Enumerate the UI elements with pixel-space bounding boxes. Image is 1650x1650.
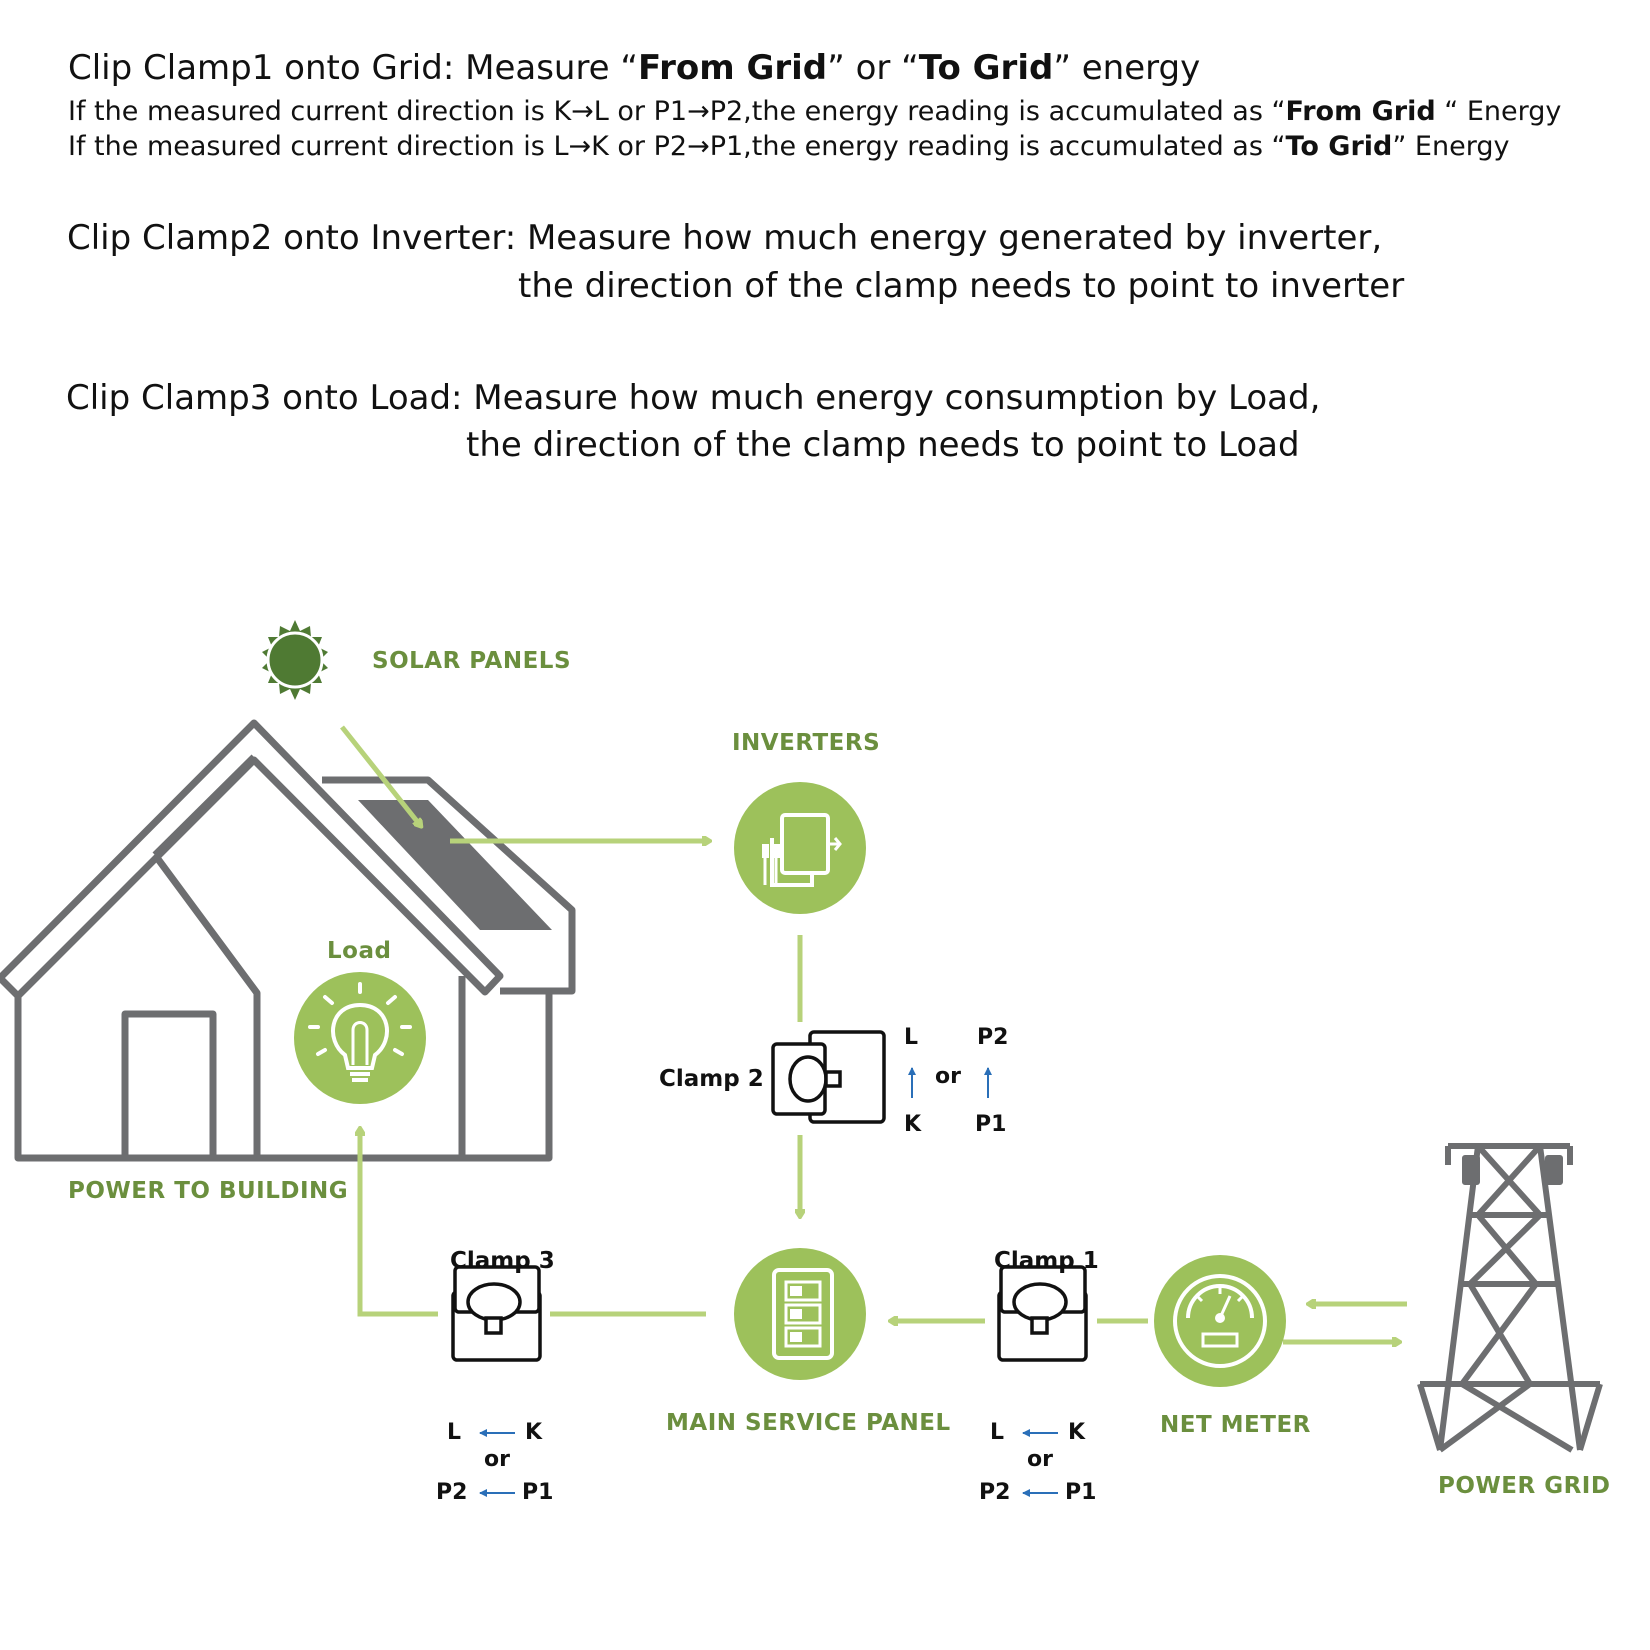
- clamp3-dir-P1: P1: [522, 1480, 554, 1505]
- solar-panels-label: SOLAR PANELS: [372, 648, 572, 674]
- house-icon: [0, 723, 572, 1158]
- clamp1-device-icon: [999, 1267, 1086, 1360]
- clamp2-dir-P2: P2: [977, 1025, 1009, 1050]
- power-grid-label: POWER GRID: [1438, 1473, 1611, 1499]
- clamp1-dir-or: or: [1027, 1447, 1053, 1472]
- clamp2-device-icon: [773, 1032, 884, 1122]
- main-service-panel-icon: [734, 1248, 866, 1380]
- clamp1-heading: Clip Clamp1 onto Grid: Measure “From Grid” or “To Grid” energy: [68, 48, 1201, 88]
- net-meter-icon: [1154, 1255, 1286, 1387]
- clamp3-line2: the direction of the clamp needs to point to Load: [466, 425, 1300, 465]
- net-meter-label: NET METER: [1160, 1412, 1311, 1438]
- clamp1-heading-bold: Clip Clamp1 onto Grid:: [68, 48, 455, 88]
- power-to-building-label: POWER TO BUILDING: [68, 1178, 349, 1204]
- clamp1-line1: If the measured current direction is K→L or P1→P2,the energy reading is accumulated as “From Grid “ Energy: [68, 96, 1562, 127]
- clamp2-label: Clamp 2: [659, 1066, 764, 1092]
- clamp2-dir-L: L: [904, 1025, 919, 1050]
- clamp1-dir-L: L: [990, 1420, 1005, 1445]
- clamp1-dir-P1: P1: [1065, 1480, 1097, 1505]
- clamp2-line2: the direction of the clamp needs to point to inverter: [518, 266, 1405, 306]
- clamp2-dir-K: K: [904, 1112, 922, 1137]
- clamp1-dir-P2: P2: [979, 1480, 1011, 1505]
- main-service-panel-label: MAIN SERVICE PANEL: [666, 1410, 951, 1436]
- clamp2-dir-or: or: [935, 1064, 961, 1089]
- clamp2-dir-P1: P1: [975, 1112, 1007, 1137]
- clamp3-label: Clamp 3: [450, 1248, 555, 1274]
- clamp1-dir-K: K: [1068, 1420, 1086, 1445]
- clamp2-heading: Clip Clamp2 onto Inverter: Measure how much energy generated by inverter,: [67, 218, 1383, 258]
- clamp3-device-icon: [453, 1267, 540, 1360]
- clamp1-line2: If the measured current direction is L→K or P2→P1,the energy reading is accumulated as “To Grid” Energy: [68, 131, 1510, 162]
- sun-icon: [262, 620, 328, 700]
- lightbulb-icon: [294, 972, 426, 1104]
- inverter-icon: [734, 782, 866, 914]
- power-tower-icon: [1420, 1146, 1600, 1450]
- clamp1-label: Clamp 1: [994, 1248, 1099, 1274]
- inverters-label: INVERTERS: [732, 730, 881, 756]
- load-label: Load: [327, 938, 392, 964]
- clamp3-heading: Clip Clamp3 onto Load: Measure how much energy consumption by Load,: [66, 378, 1321, 418]
- clamp3-dir-or: or: [484, 1447, 510, 1472]
- clamp3-dir-P2: P2: [436, 1480, 468, 1505]
- clamp3-dir-L: L: [447, 1420, 462, 1445]
- clamp3-dir-K: K: [525, 1420, 543, 1445]
